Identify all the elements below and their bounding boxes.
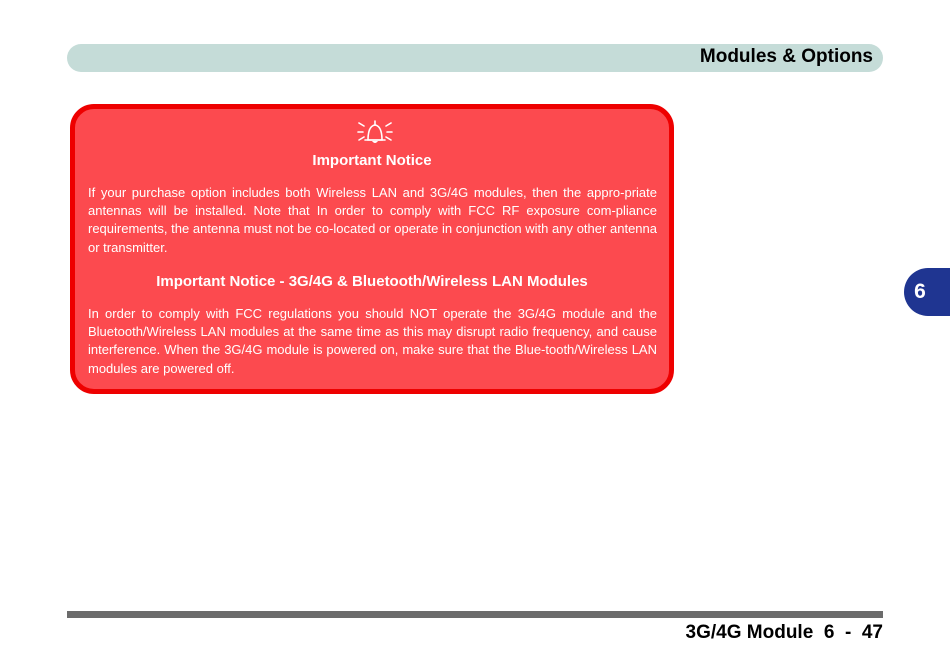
chapter-tab[interactable] (904, 268, 950, 316)
section-title: Modules & Options (699, 46, 873, 67)
chapter-number: 6 (914, 280, 926, 303)
page-footer (686, 621, 883, 645)
important-notice-box (70, 104, 674, 394)
notice-subheading: Important Notice - 3G/4G & Bluetooth/Wireless LAN Modules (156, 273, 588, 290)
page-number: 6 - 47 (823, 622, 883, 643)
notice-heading: Important Notice (312, 152, 432, 169)
notice-paragraph: If your purchase option includes both Wireless LAN and 3G/4G modules, then the appro-priate antennas will be installed. Note that In order to comply with FCC RF exposure com-pliance requirements, the antenna must not be co-located or operate in conjunction with any other antenna or transmitter. (88, 185, 657, 255)
alarm-bell-icon (357, 118, 393, 146)
footer-section: 3G/4G Module (685, 622, 814, 643)
notice-paragraph-2: In order to comply with FCC regulations you should NOT operate the 3G/4G module and the Bluetooth/Wireless LAN modules at the same time as this may disrupt radio frequency, and cause interference. When the 3G/4G module is powered on, make sure that the Blue-tooth/Wireless LAN modules are powered off. (88, 306, 657, 376)
header-bar (67, 44, 883, 72)
footer-rule (67, 611, 883, 618)
